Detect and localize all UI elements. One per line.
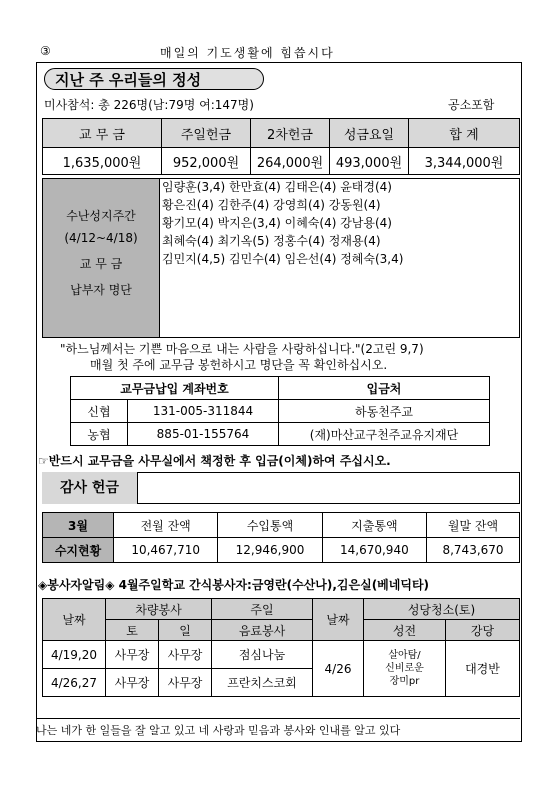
finance-value: 10,467,710 — [114, 538, 218, 563]
vol-header-vehicle: 차량봉사 — [106, 599, 212, 620]
payers-label-line: 납부자 명단 — [70, 283, 132, 297]
payers-line: 황기모(4) 박지은(3,4) 이혜숙(4) 강남용(4) — [162, 216, 392, 230]
vol-header-cleaning: 성당청소(토) — [364, 599, 520, 620]
vol-date: 4/19,20 — [43, 641, 106, 669]
volunteer-title: ◈봉사자알림◈ 4월주일학교 간식봉사자:금영란(수산나),김은실(베네딕타) — [38, 578, 430, 592]
payers-label — [42, 178, 160, 338]
account-header: 교무금납입 계좌번호 — [71, 377, 279, 400]
payers-label-line: 수난성지주간 — [66, 209, 136, 223]
account-number: 885-01-155764 — [128, 423, 279, 446]
offering-header: 합 계 — [409, 119, 520, 148]
finance-status-label: 수지현황 — [43, 538, 114, 563]
payers-line: 최혜숙(4) 최기옥(5) 정홍수(4) 정재용(4) — [162, 234, 381, 248]
account-holder: 하동천주교 — [279, 400, 490, 423]
offering-value: 1,635,000원 — [43, 148, 162, 175]
vol-date: 4/26,27 — [43, 669, 106, 697]
volunteer-table — [42, 598, 520, 697]
account-number: 131-005-311844 — [128, 400, 279, 423]
vol-header-sun: 일 — [159, 620, 212, 641]
vol-header-sat: 토 — [106, 620, 159, 641]
finance-header: 지출통액 — [322, 513, 426, 538]
thanks-offering-label: 감사 헌금 — [42, 472, 138, 504]
vol-clean-date: 4/26 — [313, 641, 364, 697]
finance-header: 전월 잔액 — [114, 513, 218, 538]
vol-sat: 사무장 — [106, 669, 159, 697]
finance-month: 3월 — [43, 513, 114, 538]
payers-label-line: 교 무 금 — [79, 257, 123, 271]
bank-name: 신협 — [71, 400, 128, 423]
vol-drink: 프란치스코회 — [212, 669, 313, 697]
vol-header-sanctuary: 성전 — [364, 620, 446, 641]
payers-line: 임량훈(3,4) 한만효(4) 김태은(4) 윤태경(4) — [162, 180, 392, 194]
vol-header-date: 날짜 — [43, 599, 106, 641]
finance-header: 수입통액 — [218, 513, 322, 538]
offering-value: 952,000원 — [162, 148, 251, 175]
offering-header: 성금요일 — [330, 119, 409, 148]
vol-sat: 사무장 — [106, 641, 159, 669]
payers-line: 김민지(4,5) 김민수(4) 임은선(4) 정혜숙(3,4) — [162, 252, 404, 266]
vol-header-hall: 강당 — [445, 620, 519, 641]
bank-name: 농협 — [71, 423, 128, 446]
page-number: ③ — [40, 44, 51, 58]
finance-value: 8,743,670 — [427, 538, 520, 563]
vol-sanctuary: 살아탐/ 신비로운 장미pr — [364, 641, 446, 697]
offering-value: 264,000원 — [251, 148, 330, 175]
offering-header: 2차헌금 — [251, 119, 330, 148]
vol-hall: 대경반 — [445, 641, 519, 697]
vol-sun: 사무장 — [159, 641, 212, 669]
offering-reminder: 매월 첫 주에 교무금 봉헌하시고 명단을 꼭 확인하십시오. — [90, 358, 388, 372]
finance-table — [42, 512, 520, 563]
offering-value: 493,000원 — [330, 148, 409, 175]
account-table — [70, 376, 490, 446]
scripture-quote: "하느님께서는 기쁜 마음으로 내는 사람을 사랑하십니다."(2고린 9,7) — [60, 342, 424, 356]
finance-value: 14,670,940 — [322, 538, 426, 563]
footer-quote: 나는 네가 한 일들을 잘 알고 있고 네 사랑과 믿음과 봉사와 인내를 알고 있다 — [36, 718, 520, 738]
offering-header: 주일헌금 — [162, 119, 251, 148]
vol-header-drink2: 음료봉사 — [212, 620, 313, 641]
vol-header-date2: 날짜 — [313, 599, 364, 641]
account-holder: (재)마산교구천주교유지재단 — [279, 423, 490, 446]
vol-header-drink: 주일 — [212, 599, 313, 620]
vol-drink: 점심나눔 — [212, 641, 313, 669]
payers-list — [162, 178, 520, 268]
finance-header: 월말 잔액 — [427, 513, 520, 538]
offering-value: 3,344,000원 — [409, 148, 520, 175]
offering-table — [42, 118, 520, 175]
payers-label-line: (4/12~4/18) — [64, 231, 138, 245]
payers-line: 황은진(4) 김한주(4) 강영희(4) 강동원(4) — [162, 198, 381, 212]
vol-sun: 사무장 — [159, 669, 212, 697]
section-title: 지난 주 우리들의 정성 — [44, 68, 264, 90]
payment-notice: ☞반드시 교무금을 사무실에서 책정한 후 입금(이체)하여 주십시오. — [38, 454, 391, 468]
account-header: 입금처 — [279, 377, 490, 400]
page-header-title: 매일의 기도생활에 힘씁시다 — [160, 46, 335, 60]
mass-note: 공소포함 — [448, 98, 495, 112]
offering-header: 교 무 금 — [43, 119, 162, 148]
finance-value: 12,946,900 — [218, 538, 322, 563]
mass-attendance: 미사참석: 총 226명(남:79명 여:147명) — [44, 98, 254, 112]
